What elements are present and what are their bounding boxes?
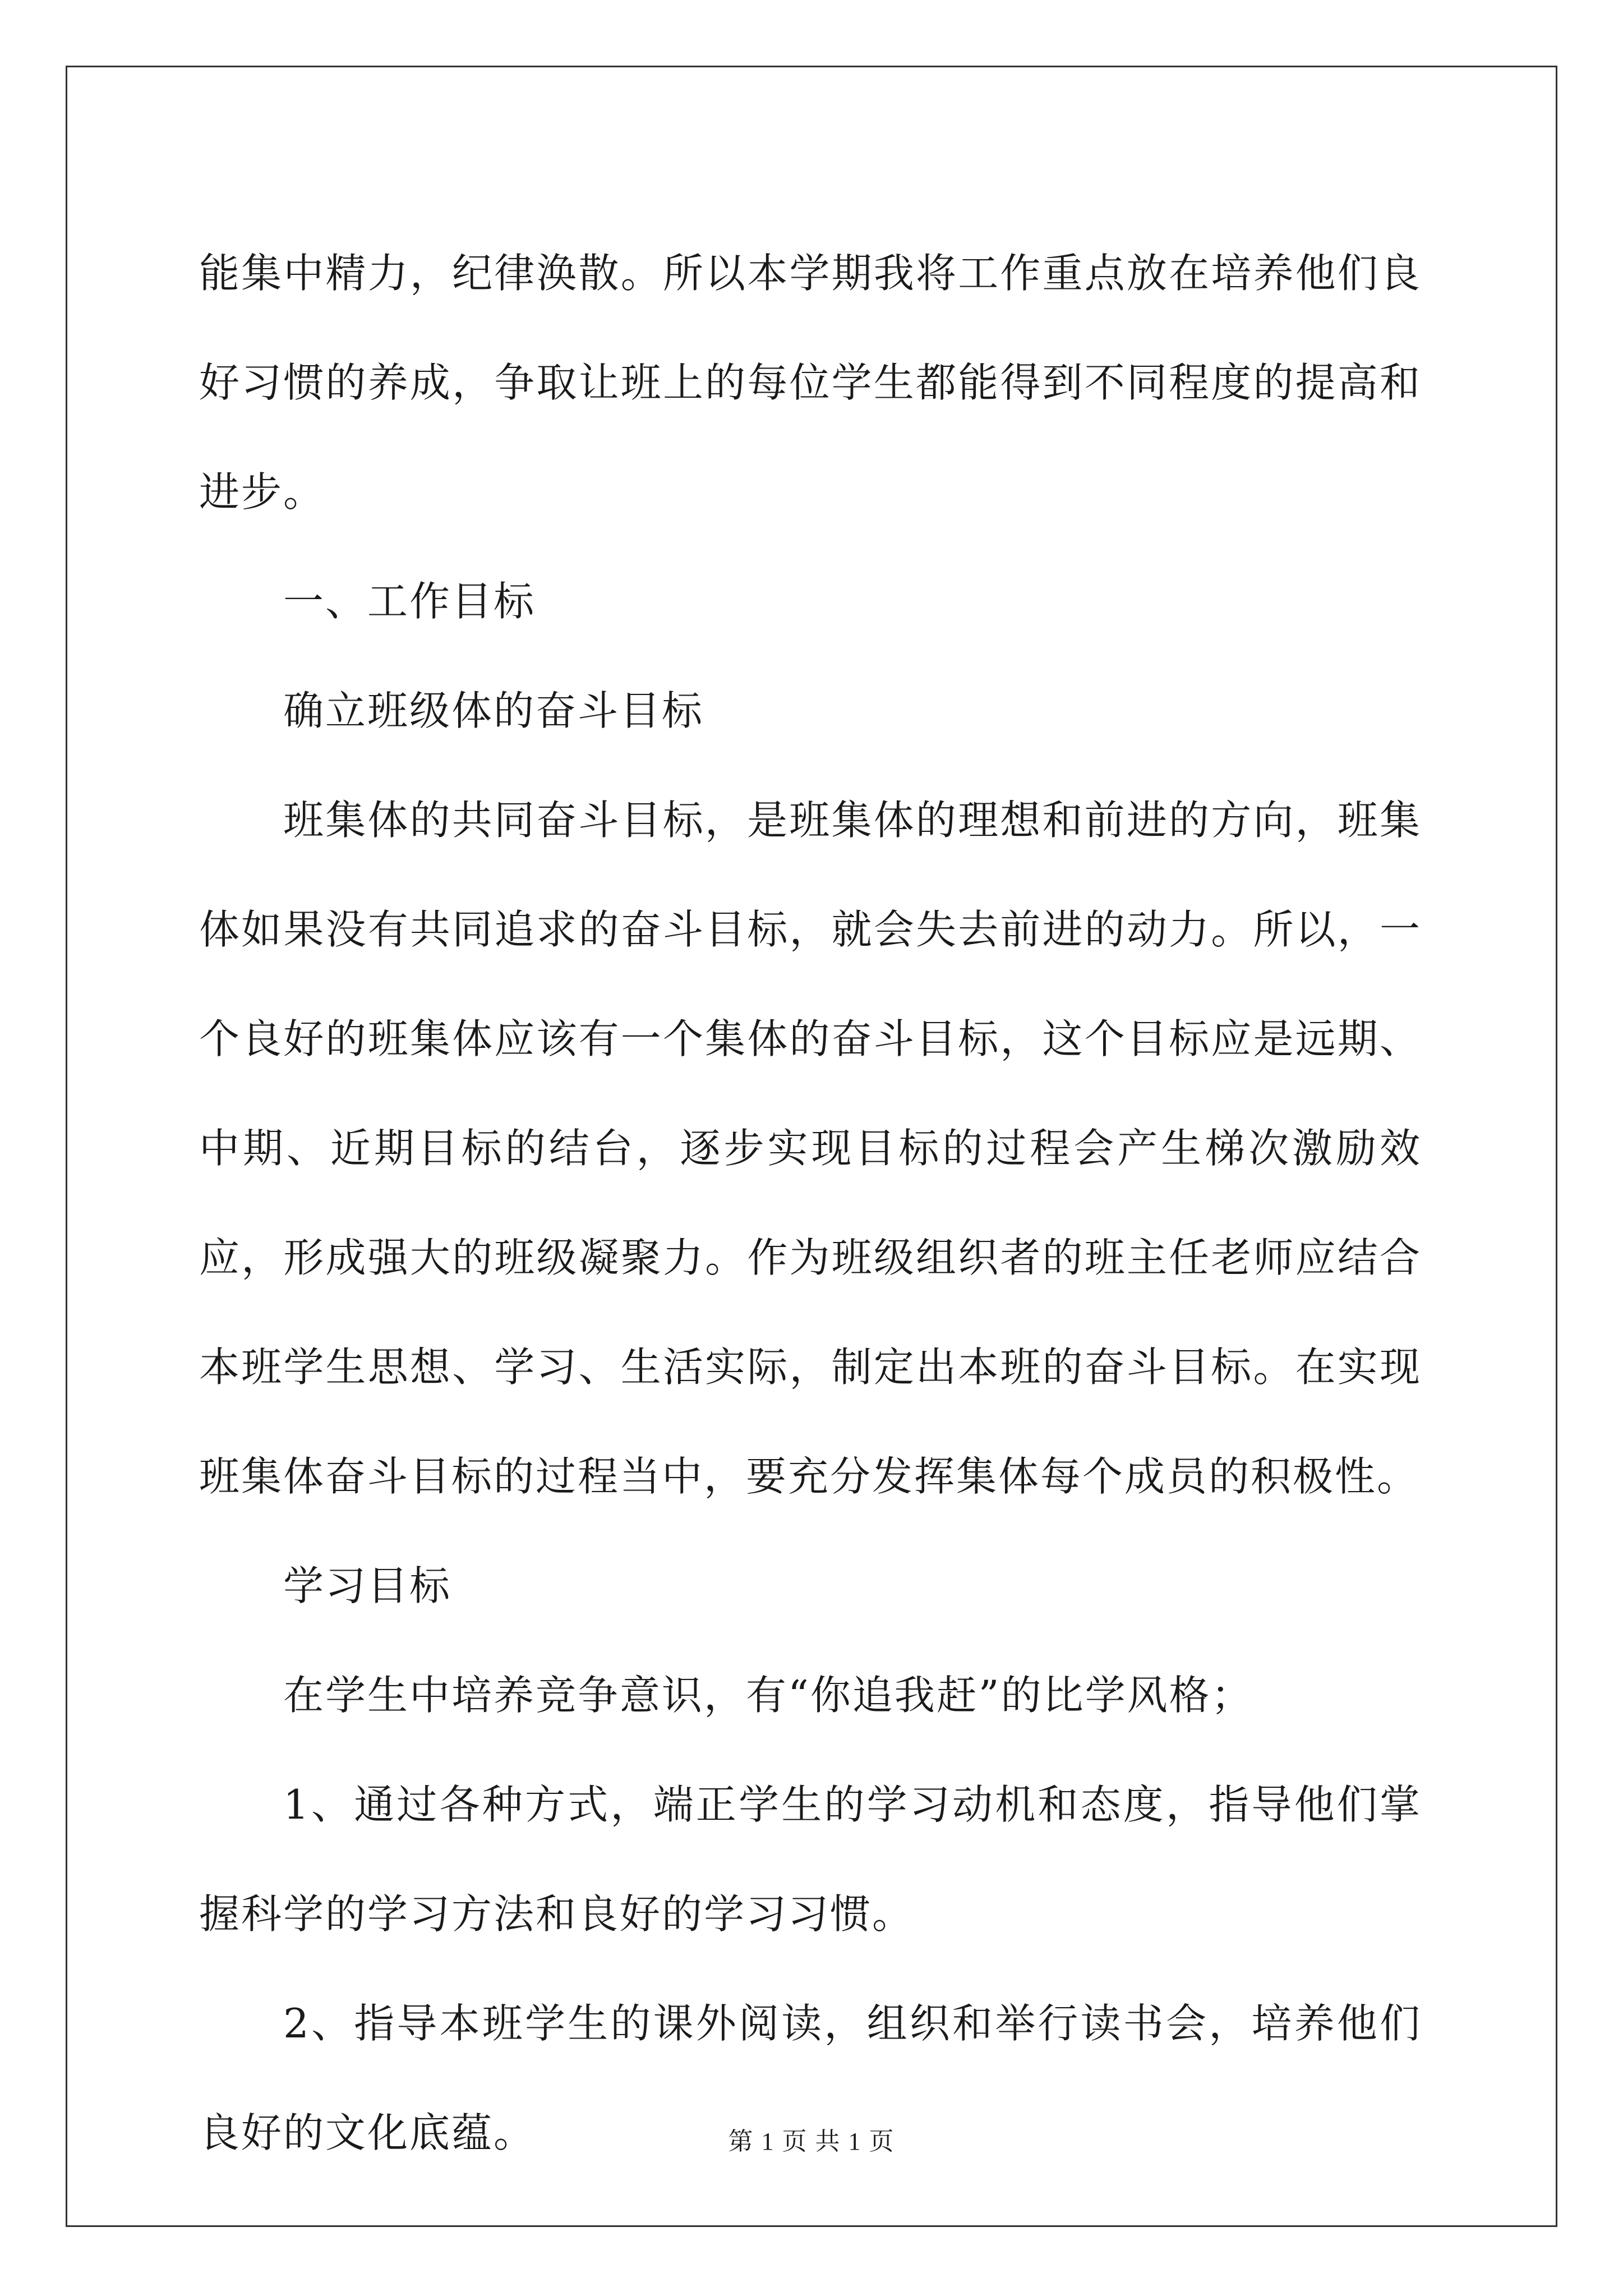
page-footer: 第 1 页 共 1 页 [728,2128,895,2155]
subheading-class-goal: 确立班级体的奋斗目标 [283,687,704,734]
list-item-1: 1、通过各种方式，端正学生的学习动机和态度，指导他们掌握科学的学习方法和良好的学习习惯。 [199,1781,1422,1938]
list-item-2: 2、指导本班学生的课外阅读，组织和举行读书会，培养他们良好的文化底蕴。 [199,2000,1422,2156]
subheading-study-goal: 学习目标 [283,1562,452,1609]
paragraph-competition: 在学生中培养竞争意识，有“你追我赶”的比学风格； [283,1672,1253,1719]
paragraph-class-goal: 班集体的共同奋斗目标，是班集体的理想和前进的方向，班集体如果没有共同追求的奋斗目标，就会失去前进的动力。所以，一个良好的班集体应该有一个集体的奋斗目标，这个目标应是远期、中期、近期目标的结台，逐步实现目标的过程会产生梯次激励效应，形成强大的班级凝聚力。作为班级组织者的班主任老师应结合本班学生思想、学习、生活实际，制定出本班的奋斗目标。在实现班集体奋斗目标的过程当中，要充分发挥集体每个成员的积极性。 [199,797,1422,1500]
section-heading-work-goals: 一、工作目标 [283,578,536,625]
document-body [199,219,1422,2188]
paragraph-intro: 能集中精力，纪律涣散。所以本学期我将工作重点放在培养他们良好习惯的养成，争取让班上的每位学生都能得到不同程度的提高和进步。 [199,250,1422,516]
